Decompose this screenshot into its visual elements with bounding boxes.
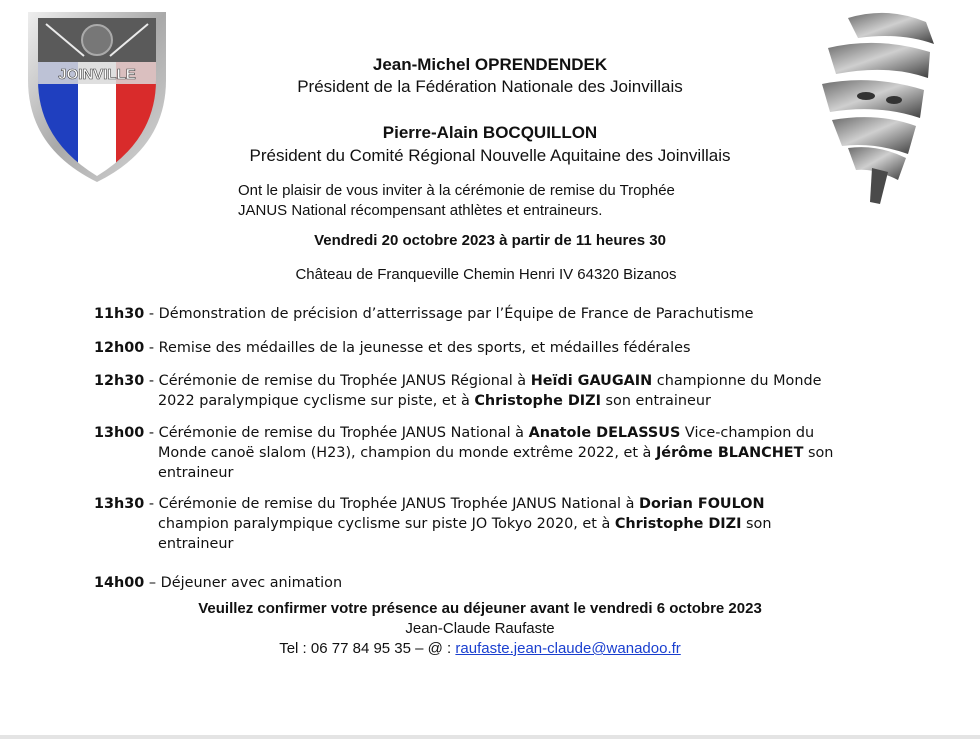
program-line: [94, 391, 874, 411]
phone-text: Tel : 06 77 84 95 35 – @ :: [279, 640, 456, 657]
email-link[interactable]: raufaste.jean-claude@wanadoo.fr: [455, 640, 681, 657]
honoree-name: Christophe DIZI: [614, 516, 742, 532]
honoree-name: Christophe DIZI: [474, 393, 601, 409]
program-time: 11h30: [94, 306, 145, 322]
program-item: [94, 338, 874, 358]
program-text: Remise des médailles de la jeunesse et des sports, et médailles fédérales: [158, 340, 691, 356]
program-text: champion paralympique cyclisme sur piste JO Tokyo 2020, et à: [158, 516, 615, 532]
program-line: [94, 534, 874, 554]
program-text: Démonstration de précision d’atterrissage par l’Équipe de France de Parachutisme: [158, 306, 754, 322]
event-date: Vendredi 20 octobre 2023 à partir de 11 heures 30: [314, 232, 666, 249]
page-bottom-border: [0, 735, 980, 739]
intro-line-2: JANUS National récompensant athlètes et entraineurs.: [238, 202, 603, 219]
president-name-2: Pierre-Alain BOCQUILLON: [382, 123, 598, 142]
event-venue: Château de Franqueville Chemin Henri IV 64320 Bizanos: [295, 266, 677, 283]
program-time: 13h00: [94, 425, 145, 441]
program-time: 12h30: [94, 373, 145, 389]
program-separator: -: [144, 373, 159, 389]
president-title-2: Président du Comité Régional Nouvelle Aquitaine des Joinvillais: [249, 146, 731, 165]
program-line: [94, 306, 753, 322]
program-line: [94, 463, 874, 483]
invitation-intro: [238, 181, 738, 221]
program-separator: -: [144, 425, 159, 441]
program-line: [94, 425, 814, 441]
honoree-name: Dorian FOULON: [639, 496, 765, 512]
president-name-1: Jean-Michel OPRENDENDEK: [372, 55, 608, 74]
program-text: Cérémonie de remise du Trophée JANUS Régional à: [158, 373, 531, 389]
president-title-1: Président de la Fédération Nationale des Joinvillais: [297, 77, 683, 96]
program-separator: –: [144, 575, 161, 591]
program-item: [94, 304, 874, 324]
program-line: [94, 443, 874, 463]
program-text: entraineur: [158, 536, 234, 552]
logo-text: JOINVILLE: [58, 66, 136, 83]
program-text: 2022 paralympique cyclisme sur piste, et à: [158, 393, 475, 409]
intro-line-1: Ont le plaisir de vous inviter à la cérémonie de remise du Trophée: [238, 182, 675, 199]
rsvp-notice: Veuillez confirmer votre présence au déjeuner avant le vendredi 6 octobre 2023: [198, 600, 762, 617]
program-separator: -: [144, 306, 159, 322]
program-text: entraineur: [158, 465, 234, 481]
program-time: 14h00: [94, 575, 145, 591]
janus-sculpture-image: [808, 8, 946, 204]
contact-line: [0, 640, 960, 657]
program-text: son: [741, 516, 772, 532]
program-separator: -: [144, 496, 159, 512]
program-text: Vice-champion du: [680, 425, 815, 441]
program-time: 13h30: [94, 496, 145, 512]
program-separator: -: [144, 340, 159, 356]
program-line: [94, 514, 874, 534]
program-item: [94, 371, 874, 411]
program-text: championne du Monde: [652, 373, 822, 389]
honoree-name: Jérôme BLANCHET: [655, 445, 804, 461]
program-item: [94, 494, 874, 554]
contact-name: Jean-Claude Raufaste: [405, 620, 555, 637]
program-text: son: [803, 445, 834, 461]
program-text: Cérémonie de remise du Trophée JANUS Trophée JANUS National à: [158, 496, 640, 512]
joinville-logo: [24, 10, 170, 182]
program-text: Cérémonie de remise du Trophée JANUS National à: [158, 425, 529, 441]
program-line: [94, 340, 691, 356]
program-item: [94, 423, 874, 483]
program-line: [94, 575, 342, 591]
program-line: [94, 496, 765, 512]
program-item: [94, 573, 874, 593]
honoree-name: Heïdi GAUGAIN: [530, 373, 653, 389]
program-text: son entraineur: [600, 393, 711, 409]
program-time: 12h00: [94, 340, 145, 356]
program-text: Monde canoë slalom (H23), champion du monde extrême 2022, et à: [158, 445, 656, 461]
program-text: Déjeuner avec animation: [160, 575, 343, 591]
honoree-name: Anatole DELASSUS: [528, 425, 681, 441]
program-line: [94, 373, 821, 389]
